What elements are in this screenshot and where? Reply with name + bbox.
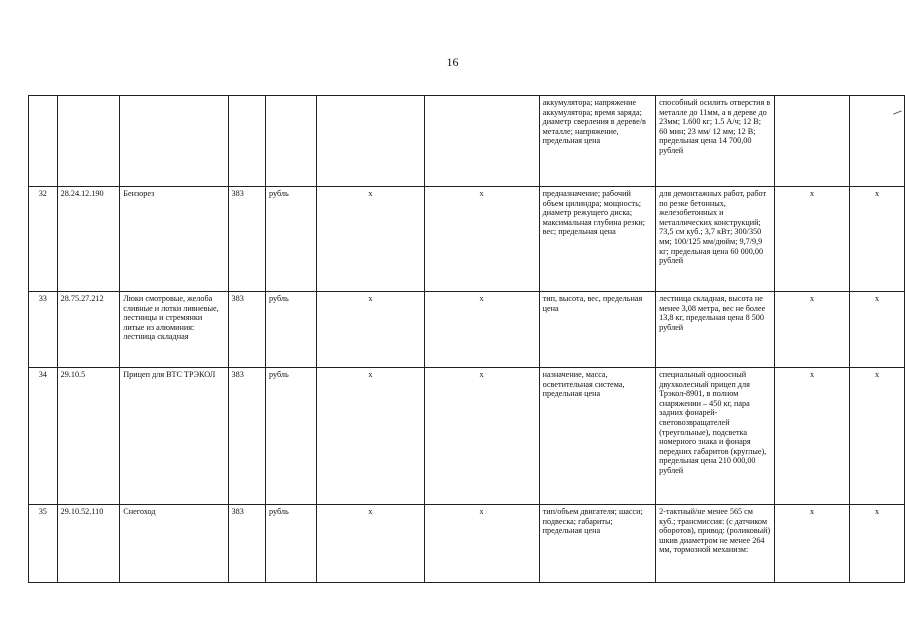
item-name: Бензорез <box>120 187 228 292</box>
table-row <box>29 96 905 187</box>
requirement-mark: х <box>424 505 539 583</box>
requirement-mark: х <box>850 505 905 583</box>
requirement-mark: х <box>774 187 849 292</box>
requirement-mark: х <box>317 368 424 505</box>
row-number: 35 <box>29 505 58 583</box>
unit-name: рубль <box>265 187 316 292</box>
row-number: 34 <box>29 368 58 505</box>
requirement-mark: х <box>774 368 849 505</box>
requirement-mark: х <box>424 292 539 368</box>
requirement-mark: х <box>424 187 539 292</box>
row-number <box>29 96 58 187</box>
characteristics-values-cell: способный осилить отверстия в металле до 11мм, а в дереве до 23мм; 1.600 кг; 1.5 А/ч; 12 В; 60 мин; 23 мм/ 12 мм; 12 В; предельная цена 14 700,00 рублей <box>656 96 775 187</box>
characteristics-cell: назначение, масса, осветительная система, предельная цена <box>539 368 656 505</box>
okpd2-code: 28.75.27.212 <box>57 292 120 368</box>
requirement-mark <box>850 96 905 187</box>
okpd2-code: 28.24.12.190 <box>57 187 120 292</box>
page-number: 16 <box>446 55 459 69</box>
okei-code: 383 <box>228 368 265 505</box>
characteristics-values-cell: для демонтажных работ, работ по резке бетонных, железобетонных и металлических конструкций; 73,5 см куб.; 3,7 кВт; 300/350 мм; 100/125 мм/дюйм; 9,7/9,9 кг; предельная цена 60 000,00 рублей <box>656 187 775 292</box>
requirement-mark: х <box>850 368 905 505</box>
unit-name <box>265 96 316 187</box>
okei-code: 383 <box>228 505 265 583</box>
characteristics-cell: аккумулятора; напряжение аккумулятора; время заряда; диаметр сверления в дереве/в металле; напряжение, предельная цена <box>539 96 656 187</box>
item-name: Люки смотровые, желоба сливные и лотки ливневые, лестницы и стремянки литые из алюминия: лестница складная <box>120 292 228 368</box>
requirement-mark: х <box>774 292 849 368</box>
okei-code <box>228 96 265 187</box>
unit-name: рубль <box>265 368 316 505</box>
procurement-table <box>28 95 905 583</box>
requirement-mark: х <box>317 187 424 292</box>
table-row <box>29 187 905 292</box>
characteristics-values-cell: 2-тактный/не менее 565 см куб.; трансмиссия: (с датчиком оборотов), привод: (роликовый) шкив диаметром не менее 264 мм, тормозной механизм: <box>656 505 775 583</box>
requirement-mark <box>317 96 424 187</box>
characteristics-cell: предназначение; рабочий объем цилиндра; мощность; диаметр режущего диска; максимальная глубина резки; вес; предельная цена <box>539 187 656 292</box>
row-number: 32 <box>29 187 58 292</box>
requirement-mark: х <box>774 505 849 583</box>
table-row <box>29 292 905 368</box>
okpd2-code: 29.10.52.110 <box>57 505 120 583</box>
item-name: Снегоход <box>120 505 228 583</box>
requirement-mark: х <box>317 505 424 583</box>
unit-name: рубль <box>265 292 316 368</box>
table-row <box>29 505 905 583</box>
okpd2-code <box>57 96 120 187</box>
characteristics-cell: тип/объем двигателя; шасси; подвеска; габариты; предельная цена <box>539 505 656 583</box>
table-row <box>29 368 905 505</box>
okei-code: 383 <box>228 292 265 368</box>
requirement-mark <box>774 96 849 187</box>
characteristics-values-cell: специальный одноосный двухколесный прицеп для Трэкол-8901, в полном снаряжении – 450 кг, пара задних фонарей-световозвращателей (треугольные), подсветка номерного знака и фонаря передних габаритов (круглые), предельная цена 210 000,00 рублей <box>656 368 775 505</box>
requirement-mark <box>424 96 539 187</box>
characteristics-values-cell: лестница складная, высота не менее 3,08 метра, вес не более 13,8 кг, предельная цена 8 500 рублей <box>656 292 775 368</box>
requirement-mark: х <box>850 292 905 368</box>
okpd2-code: 29.10.5 <box>57 368 120 505</box>
item-name: Прицеп для ВТС ТРЭКОЛ <box>120 368 228 505</box>
characteristics-cell: тип, высота, вес, предельная цена <box>539 292 656 368</box>
requirement-mark: х <box>424 368 539 505</box>
requirement-mark: х <box>317 292 424 368</box>
requirement-mark: х <box>850 187 905 292</box>
okei-code: 383 <box>228 187 265 292</box>
row-number: 33 <box>29 292 58 368</box>
unit-name: рубль <box>265 505 316 583</box>
item-name <box>120 96 228 187</box>
